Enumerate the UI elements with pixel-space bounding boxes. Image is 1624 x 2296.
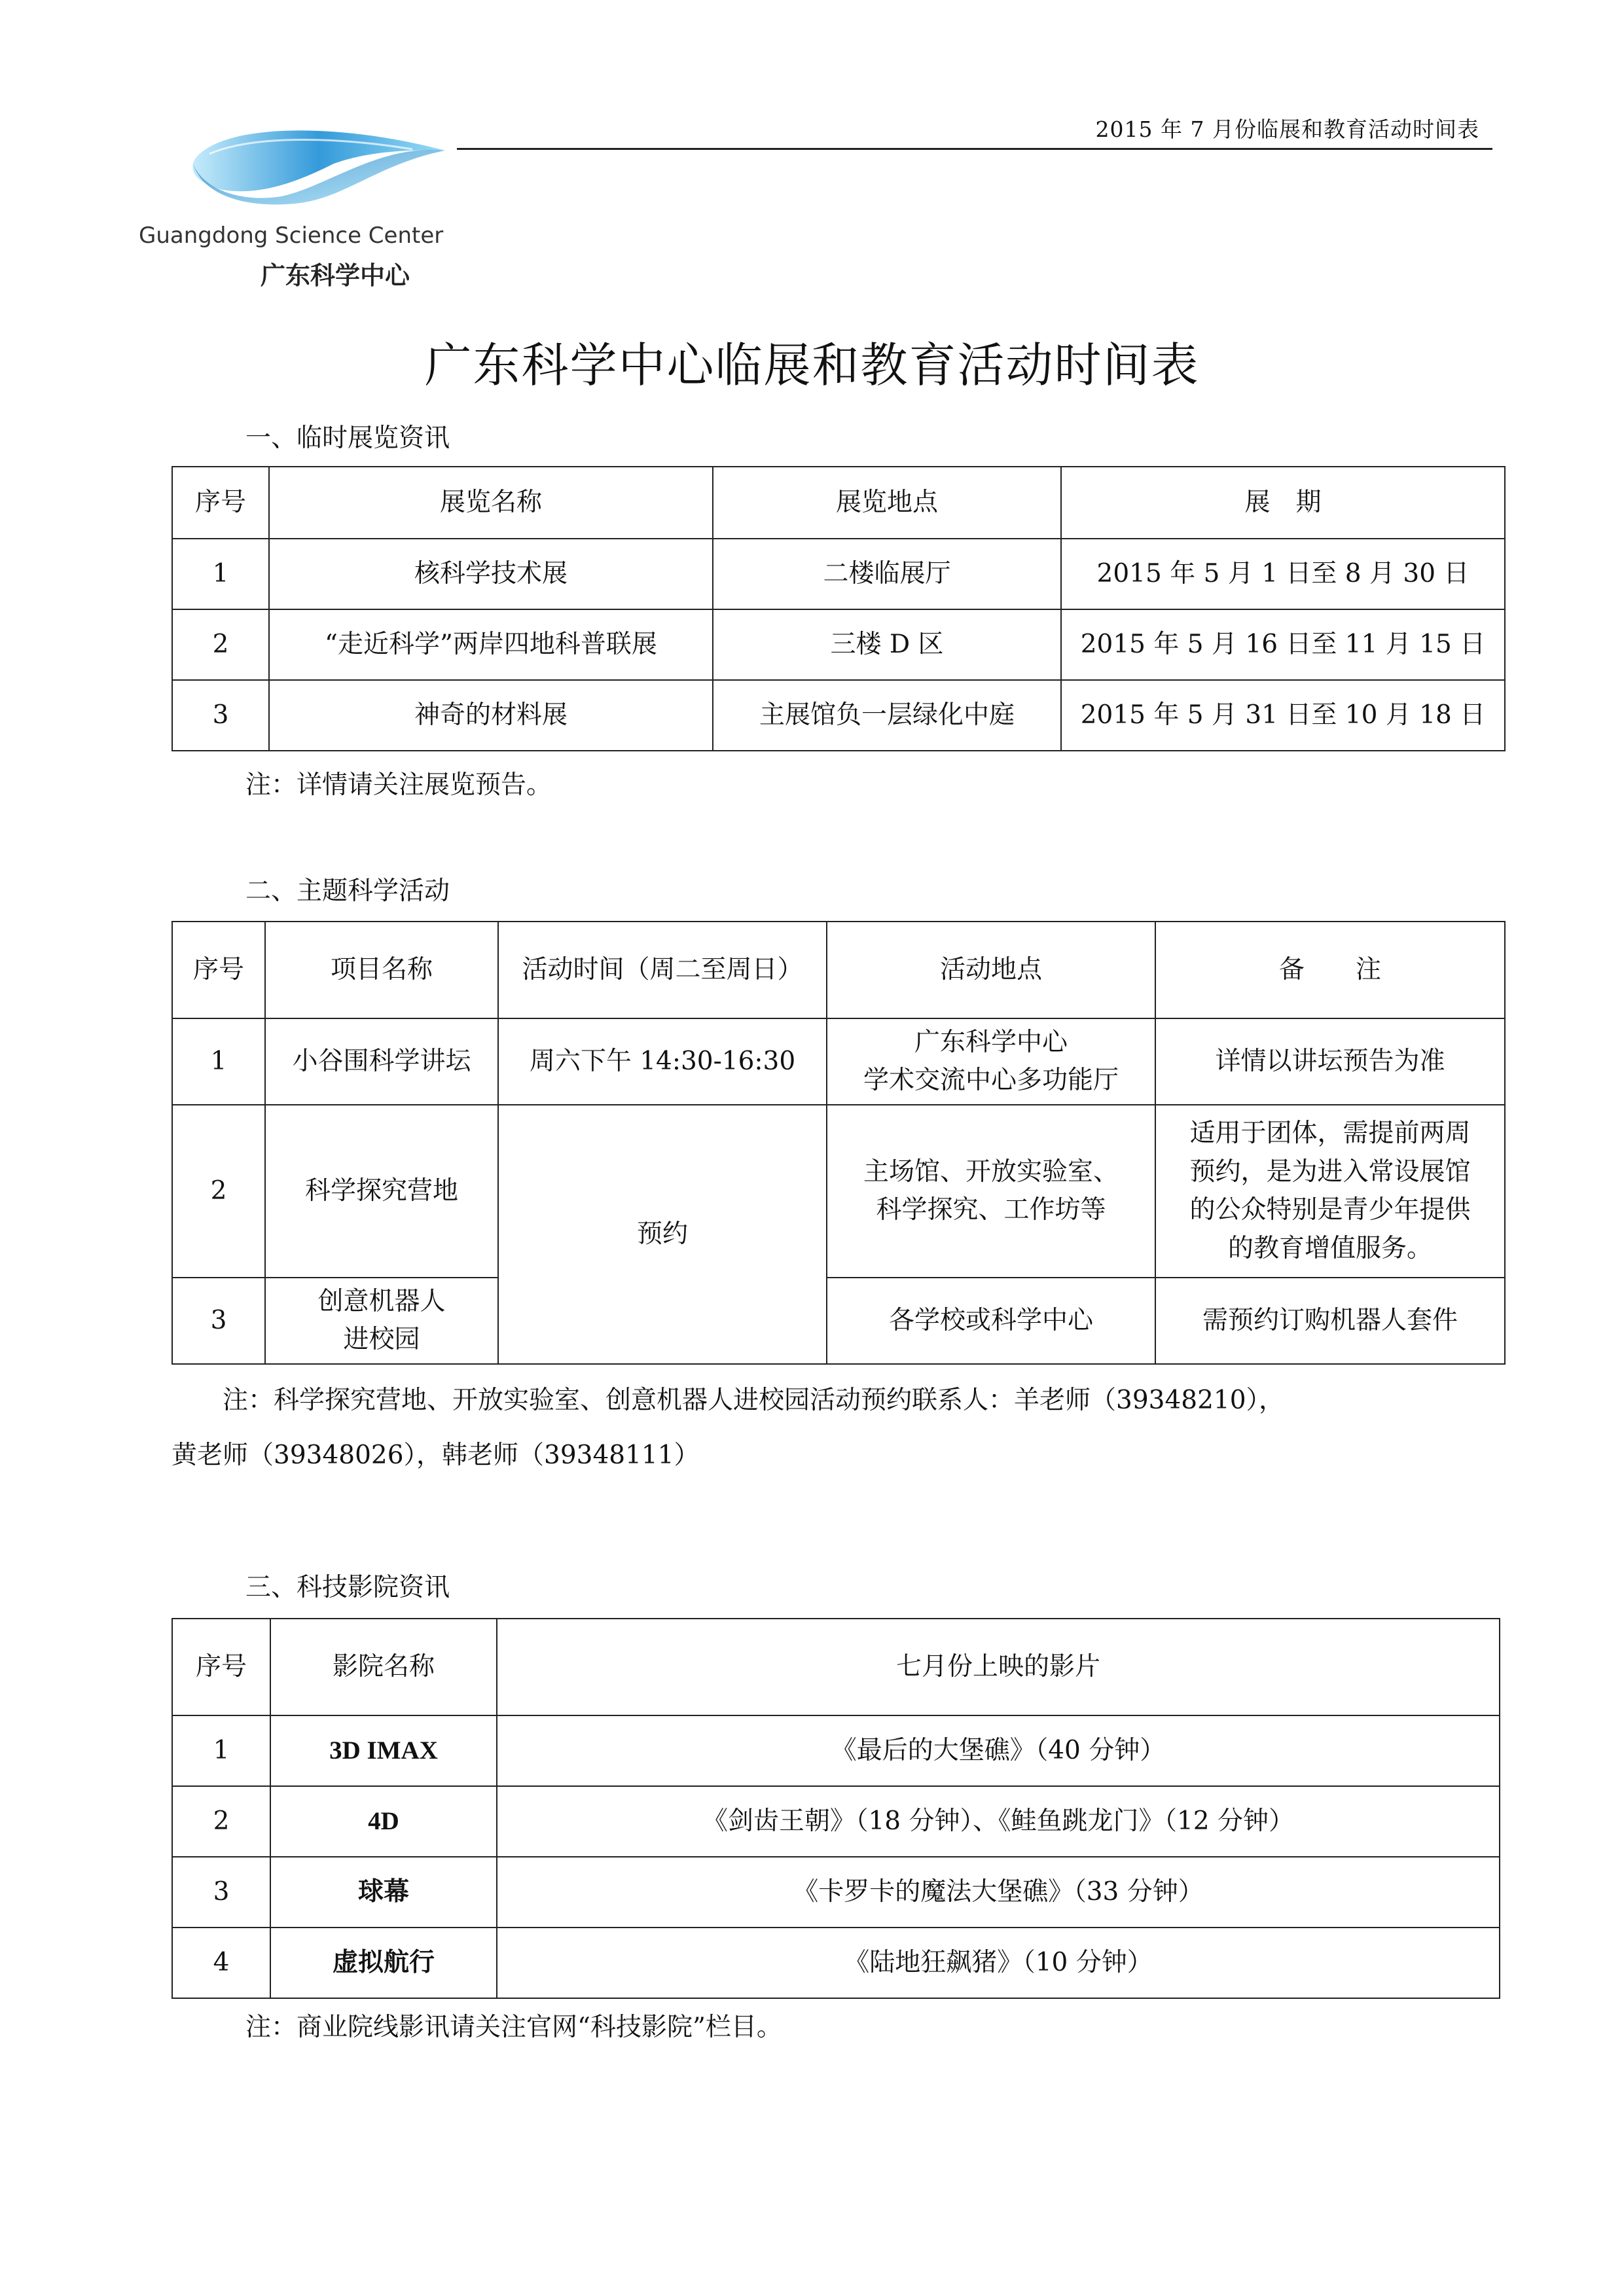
row-number: 4 <box>172 1928 270 1998</box>
section1-heading: 一、临时展览资讯 <box>245 423 450 453</box>
section2-note-line1: 注：科学探究营地、开放实验室、创意机器人进校园活动预约联系人：羊老师（39348210）， <box>223 1386 1285 1415</box>
table-row <box>172 1105 1505 1278</box>
activity-place <box>827 1018 1155 1105</box>
cinema-films: 《剑齿王朝》（18 分钟）、《鲑鱼跳龙门》（12 分钟） <box>497 1786 1500 1857</box>
column-header: 备 注 <box>1155 922 1505 1018</box>
activity-remark-line: 适用于团体，需提前两周 <box>1189 1119 1471 1148</box>
activity-name: 科学探究营地 <box>265 1105 498 1278</box>
activity-name <box>265 1278 498 1364</box>
activity-place-line: 学术交流中心多功能厅 <box>863 1066 1119 1095</box>
activity-place <box>827 1105 1155 1278</box>
exhibition-place: 主展馆负一层绿化中庭 <box>713 680 1061 751</box>
activity-place-line: 科学探究、工作坊等 <box>876 1195 1106 1225</box>
row-number: 1 <box>172 1018 265 1105</box>
activity-time-merged: 预约 <box>498 1105 827 1364</box>
table-row <box>172 1278 1505 1364</box>
table-header-row <box>172 1619 1500 1715</box>
activity-name: 小谷围科学讲坛 <box>265 1018 498 1105</box>
activity-remark-line: 预约，是为进入常设展馆 <box>1189 1157 1471 1187</box>
column-header: 活动时间（周二至周日） <box>498 922 827 1018</box>
cinema-table <box>171 1618 1500 1999</box>
table-row <box>172 539 1505 609</box>
activity-place-line: 主场馆、开放实验室、 <box>863 1157 1119 1187</box>
section3-heading: 三、科技影院资讯 <box>245 1573 450 1602</box>
cinema-name: 球幕 <box>270 1857 497 1928</box>
activity-remark-line: 的公众特别是青少年提供 <box>1189 1195 1471 1225</box>
column-header: 序号 <box>172 1619 270 1715</box>
row-number: 2 <box>172 609 269 680</box>
cinema-name: 虚拟航行 <box>270 1928 497 1998</box>
column-header: 七月份上映的影片 <box>497 1619 1500 1715</box>
row-number: 3 <box>172 1278 265 1364</box>
section1-note: 注：详情请关注展览预告。 <box>245 770 552 800</box>
row-number: 3 <box>172 1857 270 1928</box>
table-header-row <box>172 922 1505 1018</box>
table-row <box>172 1786 1500 1857</box>
cinema-name: 4D <box>270 1786 497 1857</box>
table-row <box>172 1018 1505 1105</box>
column-header: 展览地点 <box>713 467 1061 539</box>
activity-time: 周六下午 14:30-16:30 <box>498 1018 827 1105</box>
row-number: 1 <box>172 1715 270 1786</box>
section2-heading: 二、主题科学活动 <box>245 876 450 906</box>
cinema-films: 《卡罗卡的魔法大堡礁》（33 分钟） <box>497 1857 1500 1928</box>
activity-place-line: 广东科学中心 <box>914 1027 1068 1057</box>
table-row <box>172 680 1505 751</box>
table-row <box>172 1928 1500 1998</box>
exhibition-place: 二楼临展厅 <box>713 539 1061 609</box>
exhibition-table <box>171 466 1506 751</box>
section2-note-line2: 黄老师（39348026），韩老师（39348111） <box>171 1441 700 1470</box>
exhibition-period: 2015 年 5 月 31 日至 10 月 18 日 <box>1061 680 1505 751</box>
cinema-films: 《陆地狂飙猪》（10 分钟） <box>497 1928 1500 1998</box>
activity-remark <box>1155 1105 1505 1278</box>
activity-name-line: 创意机器人 <box>317 1286 446 1316</box>
row-number: 2 <box>172 1105 265 1278</box>
table-row <box>172 609 1505 680</box>
row-number: 1 <box>172 539 269 609</box>
logo-english-name: Guangdong Science Center <box>139 223 444 249</box>
exhibition-name: 神奇的材料展 <box>269 680 713 751</box>
column-header: 活动地点 <box>827 922 1155 1018</box>
page-title: 广东科学中心临展和教育活动时间表 <box>424 338 1200 393</box>
activity-remark: 详情以讲坛预告为准 <box>1155 1018 1505 1105</box>
column-header: 序号 <box>172 922 265 1018</box>
exhibition-place: 三楼 D 区 <box>713 609 1061 680</box>
header-rule <box>457 148 1492 150</box>
cinema-name: 3D IMAX <box>270 1715 497 1786</box>
table-header-row <box>172 467 1505 539</box>
column-header: 影院名称 <box>270 1619 497 1715</box>
activity-remark-line: 的教育增值服务。 <box>1227 1233 1432 1263</box>
science-activity-table <box>171 921 1506 1365</box>
activity-name-line: 进校园 <box>343 1325 420 1354</box>
cinema-films: 《最后的大堡礁》（40 分钟） <box>497 1715 1500 1786</box>
column-header: 展览名称 <box>269 467 713 539</box>
table-row <box>172 1857 1500 1928</box>
column-header: 项目名称 <box>265 922 498 1018</box>
exhibition-name: “走近科学”两岸四地科普联展 <box>269 609 713 680</box>
logo-chinese-name: 广东科学中心 <box>261 261 410 290</box>
column-header: 展 期 <box>1061 467 1505 539</box>
table-row <box>172 1715 1500 1786</box>
column-header: 序号 <box>172 467 269 539</box>
exhibition-name: 核科学技术展 <box>269 539 713 609</box>
activity-remark: 需预约订购机器人套件 <box>1155 1278 1505 1364</box>
row-number: 2 <box>172 1786 270 1857</box>
row-number: 3 <box>172 680 269 751</box>
header-doc-title: 2015 年 7 月份临展和教育活动时间表 <box>1095 117 1479 142</box>
section3-note: 注：商业院线影讯请关注官网“科技影院”栏目。 <box>245 2013 782 2042</box>
exhibition-period: 2015 年 5 月 16 日至 11 月 15 日 <box>1061 609 1505 680</box>
activity-place: 各学校或科学中心 <box>827 1278 1155 1364</box>
exhibition-period: 2015 年 5 月 1 日至 8 月 30 日 <box>1061 539 1505 609</box>
